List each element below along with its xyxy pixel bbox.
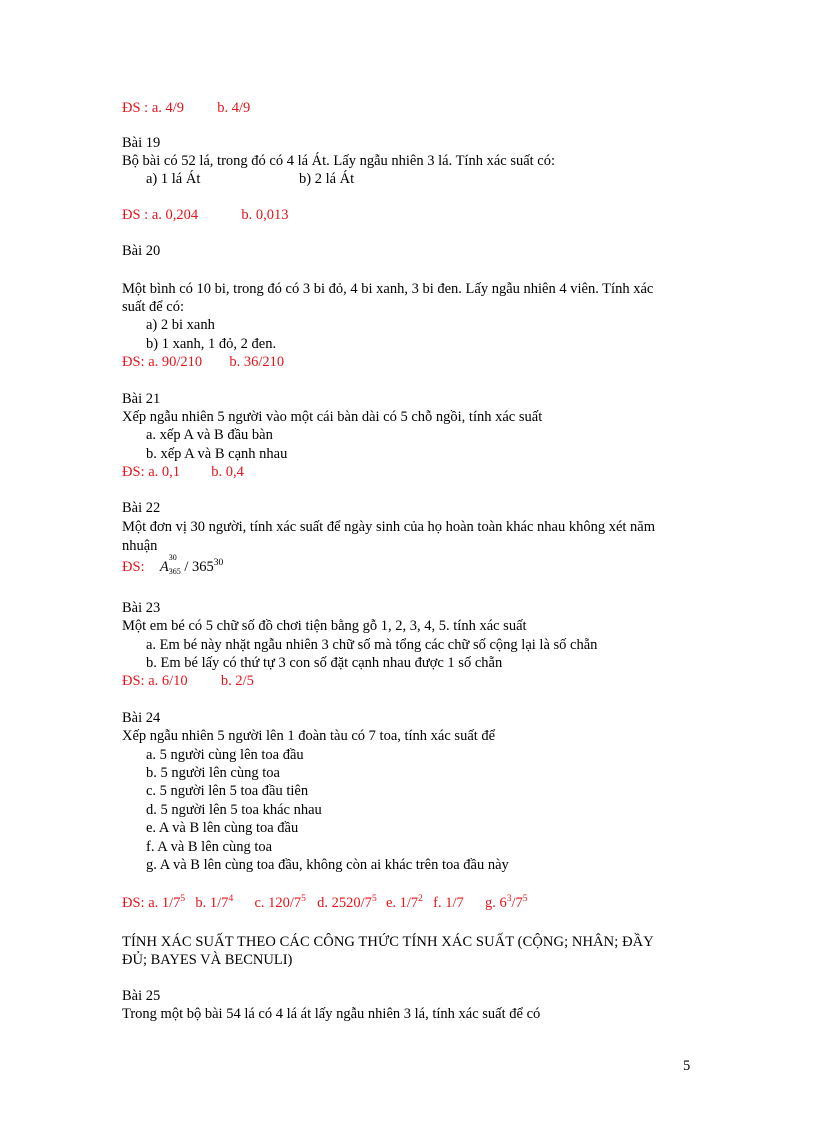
exercise-24-option-f: f. A và B lên cùng toa: [146, 839, 273, 855]
answer-24-a: ĐS: a. 1/7: [122, 895, 181, 911]
answer-21-b: b. 0,4: [211, 464, 244, 480]
exercise-20-option-b: b) 1 xanh, 1 đỏ, 2 đen.: [146, 336, 277, 352]
exercise-22-title: Bài 22: [122, 500, 161, 516]
exercise-24-text: Xếp ngẫu nhiên 5 người lên 1 đoàn tàu có 7 toa, tính xác suất để: [122, 728, 496, 744]
answer-24-g-sup-2: 5: [522, 894, 528, 904]
answer-22-label: ĐS:: [122, 559, 145, 575]
answer-24-e-sup: 2: [418, 894, 423, 904]
exercise-19-title: Bài 19: [122, 135, 161, 151]
answer-24-g-sup-1: 3: [506, 894, 512, 904]
exercise-25-title: Bài 25: [122, 988, 161, 1004]
exercise-22-text-2: nhuận: [122, 538, 158, 554]
exercise-21-option-b: b. xếp A và B cạnh nhau: [146, 446, 288, 462]
answer-22: [122, 553, 224, 576]
exercise-24-title: Bài 24: [122, 710, 161, 726]
exercise-19-option-a: a) 1 lá Át: [146, 171, 201, 187]
answer-22-denominator: / 365: [184, 559, 214, 575]
answer-24: [122, 894, 528, 912]
answer-19-b: b. 0,013: [241, 207, 289, 223]
exercise-24-option-g: g. A và B lên cùng toa đầu, không còn ai khác trên toa đầu này: [146, 857, 509, 873]
answer-19-a: ĐS : a. 0,204: [122, 207, 199, 223]
answer-22-denominator-sup: 30: [213, 558, 224, 568]
exercise-19-options: [146, 170, 200, 188]
exercise-20-title: Bài 20: [122, 243, 161, 259]
answer-22-arrangement-sup: 30: [168, 553, 177, 562]
exercise-21-title: Bài 21: [122, 391, 161, 407]
answer-20-a: ĐS: a. 90/210: [122, 354, 203, 370]
answer-24-d-sup: 5: [371, 894, 377, 904]
exercise-24-option-c: c. 5 người lên 5 toa đầu tiên: [146, 783, 309, 799]
answer-18: [122, 99, 250, 117]
exercise-23-text: Một em bé có 5 chữ số đồ chơi tiện bằng gỗ 1, 2, 3, 4, 5. tính xác suất: [122, 618, 527, 634]
answer-20-b: b. 36/210: [229, 354, 285, 370]
answer-21: [122, 463, 244, 481]
exercise-24-option-d: d. 5 người lên 5 toa khác nhau: [146, 802, 322, 818]
answer-24-b: b. 1/7: [195, 895, 229, 911]
exercise-22-text-1: Một đơn vị 30 người, tính xác suất để ngày sinh của họ hoàn toàn khác nhau không xét năm: [122, 519, 656, 535]
answer-24-a-sup: 5: [180, 894, 186, 904]
exercise-25-text: Trong một bộ bài 54 lá có 4 lá át lấy ngẫu nhiên 3 lá, tính xác suất để có: [122, 1006, 541, 1022]
exercise-24-option-b: b. 5 người lên cùng toa: [146, 765, 280, 781]
exercise-20-text-1: Một bình có 10 bi, trong đó có 3 bi đỏ, 4 bi xanh, 3 bi đen. Lấy ngẫu nhiên 4 viên. Tính xác: [122, 281, 654, 297]
answer-20: [122, 353, 284, 371]
exercise-23-title: Bài 23: [122, 600, 161, 616]
section-heading-line-1: TÍNH XÁC SUẤT THEO CÁC CÔNG THỨC TÍNH XÁC SUẤT (CỘNG; NHÂN; ĐẦY: [122, 934, 654, 950]
answer-21-a: ĐS: a. 0,1: [122, 464, 180, 480]
answer-24-d: d. 2520/7: [317, 895, 372, 911]
section-heading-line-2: ĐỦ; BAYES VÀ BECNULI): [122, 952, 293, 968]
exercise-20-option-a: a) 2 bi xanh: [146, 317, 215, 333]
exercise-23-option-a: a. Em bé này nhặt ngẫu nhiên 3 chữ số mà tổng các chữ số cộng lại là số chẵn: [146, 637, 598, 653]
exercise-21-text: Xếp ngẫu nhiên 5 người vào một cái bàn dài có 5 chỗ ngồi, tính xác suất: [122, 409, 543, 425]
answer-23-a: ĐS: a. 6/10: [122, 673, 188, 689]
answer-22-arrangement: A: [159, 559, 169, 575]
exercise-20-text-2: suất để có:: [122, 299, 185, 315]
answer-19: [122, 206, 289, 224]
answer-24-g: g. 6: [485, 895, 507, 911]
answer-22-arrangement-sub: 365: [168, 567, 181, 576]
exercise-23-option-b: b. Em bé lấy có thứ tự 3 con số đặt cạnh nhau được 1 số chẵn: [146, 655, 503, 671]
answer-24-b-sup: 4: [228, 894, 234, 904]
exercise-24-option-e: e. A và B lên cùng toa đầu: [146, 820, 299, 836]
page-number: 5: [683, 1058, 691, 1074]
answer-18-b: b. 4/9: [217, 100, 251, 116]
exercise-19-text: Bộ bài có 52 lá, trong đó có 4 lá Át. Lấy ngẫu nhiên 3 lá. Tính xác suất có:: [122, 153, 556, 169]
answer-24-e: e. 1/7: [385, 895, 419, 911]
answer-24-g-mid: /7: [511, 895, 523, 911]
exercise-21-option-a: a. xếp A và B đầu bàn: [146, 427, 273, 443]
exercise-19-option-b: b) 2 lá Át: [299, 171, 355, 187]
answer-23: [122, 672, 254, 690]
answer-23-b: b. 2/5: [220, 673, 254, 689]
answer-18-a: ĐS : a. 4/9: [122, 100, 185, 116]
answer-24-f: f. 1/7: [433, 895, 464, 911]
answer-24-c: c. 120/7: [254, 895, 302, 911]
exercise-24-option-a: a. 5 người cùng lên toa đầu: [146, 747, 304, 763]
answer-24-c-sup: 5: [301, 894, 306, 904]
